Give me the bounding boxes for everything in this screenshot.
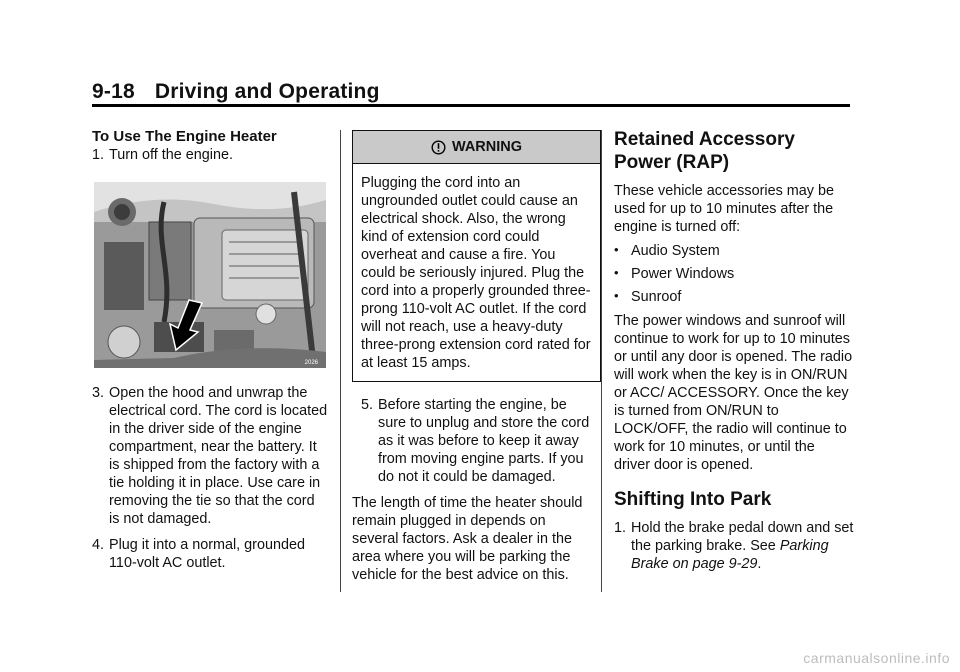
park-step-1: 1. Hold the brake pedal down and set the parking brake. See Parking Brake on page 9-29. <box>614 520 854 572</box>
warning-title: WARNING <box>451 139 523 155</box>
column-2 <box>352 128 592 584</box>
image-label: 2026 <box>304 360 318 366</box>
warning-text: Plugging the cord into an ungrounded outlet could cause an electrical shock. Also, the wrong kind of extension cord could overheat and cause a fire. You could be seriously injured. Plug the cord into a properly grounded three-prong 110-volt AC outlet. If the cord will not reach, use a heavy-duty three-prong extension cord rated for at least 15 amps. <box>361 175 591 371</box>
list-item: • Power Windows <box>614 265 854 283</box>
step-3: 3. Open the hood and unwrap the electrical cord. The cord is located in the driver side of the engine compartment, near the battery. It is shipped from the factory with a tie holding it in place. Use care in removing the tie so that the cord is not damaged. <box>92 385 328 527</box>
header-rule <box>92 104 850 107</box>
watermark: carmanualsonline.info <box>803 650 950 666</box>
section-title: Driving and Operating <box>154 80 380 103</box>
step-4: 4. Plug it into a normal, grounded 110-volt AC outlet. <box>92 537 305 571</box>
column-1 <box>92 128 328 572</box>
shifting-heading: Shifting Into Park <box>614 489 772 510</box>
column-divider-1 <box>340 130 341 592</box>
column-3 <box>614 128 854 573</box>
page-header <box>92 80 380 104</box>
step-1: 1. Turn off the engine. <box>92 147 234 163</box>
page-number: 9-18 <box>92 80 135 103</box>
rap-intro: These vehicle accessories may be used for up to 10 minutes after the engine is turned off: <box>614 183 834 235</box>
warning-header <box>353 131 600 164</box>
step-5: 5. Before starting the engine, be sure to unplug and store the cord as it was before to keep it away from moving engine parts. If you do not it could be damaged. <box>361 397 590 485</box>
list-item: • Audio System <box>614 242 854 260</box>
rap-bullet-list <box>614 242 854 306</box>
heater-duration-paragraph: The length of time the heater should remain plugged in depends on several factors. Ask a dealer in the area where you will be parking the vehicle for the best advice on this. <box>352 495 583 583</box>
list-item: • Sunroof <box>614 288 854 306</box>
column-divider-2 <box>601 130 602 592</box>
engine-heater-heading: To Use The Engine Heater <box>92 128 277 145</box>
engine-compartment-image <box>94 182 328 368</box>
warning-circle-icon <box>431 140 446 155</box>
warning-box <box>352 130 601 382</box>
parking-brake-link[interactable]: Parking Brake on page 9-29 <box>631 538 829 572</box>
rap-paragraph: The power windows and sunroof will continue to work for up to 10 minutes or until any door is opened. The radio will work when the key is in ON/RUN or ACC/ ACCESSORY. Once the key is turned from ON/RUN to LOCK/OFF, the radio will continue to work for 10 minutes, or until the driver door is opened. <box>614 313 853 473</box>
rap-heading: Retained Accessory Power (RAP) <box>614 129 795 173</box>
